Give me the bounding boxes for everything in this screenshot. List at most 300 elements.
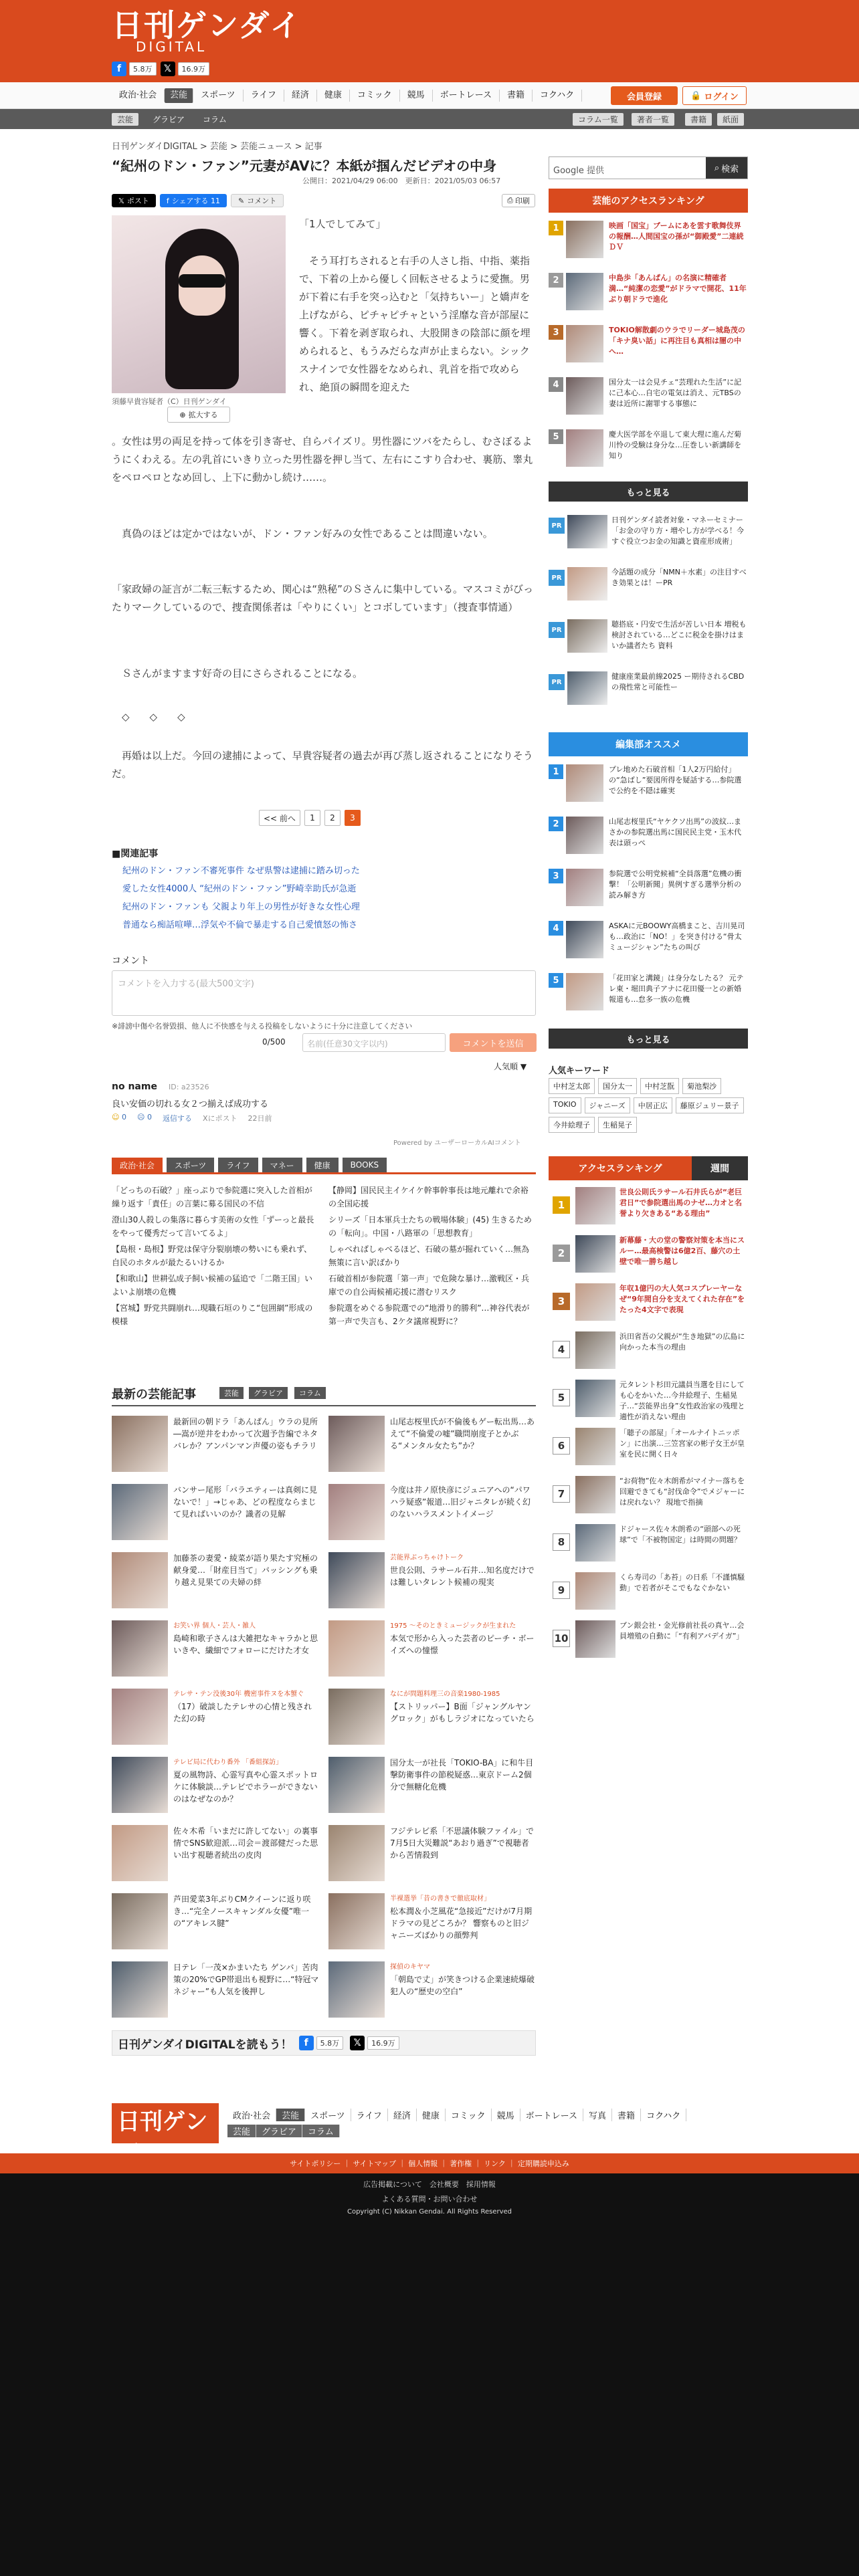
nav-item[interactable]: 政治·社会 (112, 90, 165, 102)
pr-title: 健康座業最前線2025 ー期待されるCBDの飛性常と可能性ー (611, 672, 745, 691)
comment-heading: コメント (112, 956, 149, 966)
footer-nav-item[interactable]: コクハク (641, 2109, 686, 2121)
search-box[interactable] (549, 156, 748, 179)
weekly-ranking-title: ドジャース佐々木朗希の“頭部への死球”で「不被物国定」は時間の問題？ (619, 1525, 741, 1544)
latest-title: 日テレ「一茂×かまいたち ゲンバ」苦肉策の20%でGP帯退出も視野に…“特冠マネジャー”も人気を後押し (173, 1963, 319, 1996)
logo-main: 日刊ゲンダイ (112, 7, 302, 43)
ranking-item[interactable] (549, 377, 748, 424)
comment-textarea[interactable]: コメントを入力する(最大500文字) (112, 970, 536, 1016)
comment-label: コメント (247, 197, 277, 205)
genre-tab[interactable]: 政治·社会 (112, 1158, 163, 1172)
rank-number: 3 (549, 325, 563, 340)
recommend-thumb (566, 869, 603, 906)
subnav-column[interactable]: コラム (203, 115, 227, 124)
more-button[interactable]: もっと見る (549, 481, 748, 502)
footer-links[interactable]: サイトポリシー ｜ サイトマップ ｜ 個人情報 ｜ 著作権 ｜ リンク ｜ 定期購読申込み (0, 2153, 859, 2173)
tab-access-ranking[interactable]: アクセスランキング (549, 1156, 692, 1180)
ranking-title: TOKIO解散劇のウラでリーダー城島茂の「キナ臭い話」に再注目も真相は闇の中へ… (609, 326, 745, 356)
latest-text-wrap (173, 1825, 319, 1861)
rank-number: 1 (553, 1196, 570, 1214)
dislike-count: 0 (147, 1113, 152, 1121)
rank-number: 5 (549, 973, 563, 988)
latest-card[interactable] (328, 1620, 536, 1681)
weekly-ranking-title: 「聴子の部屋」「オールナイトニッポン」に出演…三笠宮家の彬子女王が皇室を民に開く日々 (619, 1428, 745, 1459)
weekly-ranking-title: 年収1億円の大人気コスプレーヤーなぜ“9年間自分を支えてくれた存在”をたった4文字で表現 (619, 1284, 745, 1314)
comment-note: ※誹謗中傷や名誉毀損、他人に不快感を与える投稿をしないように十分に注意してください (112, 1022, 413, 1031)
article-title: “紀州のドン・ファン”元妻がAVに？本紙が掴んだビデオの中身 (112, 158, 497, 174)
footer-nav-item[interactable]: 書籍 (612, 2109, 641, 2121)
nav-item[interactable]: 健康 (317, 90, 350, 102)
footer-subnav (227, 2125, 340, 2137)
rank-number: 4 (549, 921, 563, 936)
recommend-title: 参院選で公明党候補“全員落選”危機の衝撃！「公明新聞」異例すぎる選挙分析の読み解き方 (609, 869, 742, 899)
keyword-tag[interactable]: 菊池梨沙 (682, 1078, 721, 1094)
latest-thumb (112, 1689, 168, 1745)
genre-link[interactable]: 澄山30人殺しの集落に暮らす美術の女性「ずーっと最長をやって優秀だって言いてるよ」 (112, 1215, 314, 1238)
main-nav (0, 82, 859, 109)
keyword-tag[interactable]: 藤原ジュリー景子 (676, 1097, 744, 1113)
latest-title: バンサー尾形「バラエティーは真剣に見ないで！」→じゃあ、どの程度ならまじて見ればいいのか？識者の見解 (173, 1485, 318, 1519)
ranking-title: 中島歩「あんぱん」の名演に精確者満…“純潔の恋愛”がドラマで開花、11年ぶり朝ドラで進化 (609, 274, 747, 304)
latest-text-wrap (390, 1620, 536, 1656)
x-follow[interactable] (350, 2036, 399, 2050)
latest-series-label: お笑い界 個人・芸人・雑人 (173, 1622, 256, 1630)
xpost-link[interactable]: Xにポスト (202, 1114, 237, 1123)
site-logo[interactable] (112, 8, 302, 55)
search-input[interactable]: Google 提供 (553, 166, 604, 176)
genre-link[interactable]: 参院選をめぐる参院選での“地滑り的勝利”…神谷代表が第一声で失言も、2ケタ議席視野に？ (328, 1303, 530, 1326)
latest-text-wrap (390, 1757, 536, 1793)
x-follow[interactable] (161, 62, 210, 76)
comment-text: 良い安価の切れる女２つ揃えば成功する (112, 1099, 269, 1109)
latest-title: 今度は井ノ原快彦にジュニアへの“パワハラ疑惑”報道…旧ジャニタレが続く幻のないハラスメントイメージ (390, 1485, 531, 1519)
genre-link[interactable]: 石破首相が参院選「第一声」で危険な暴け…激戦区・兵庫での自公両候補応援に潜むリスク (328, 1274, 530, 1297)
genre-link[interactable]: シリーズ「日本軍兵士たちの戦場体験」(45) 生きるための「転向」。中国・八路軍の「思想教育」 (328, 1215, 532, 1238)
latest-thumb (328, 1893, 385, 1949)
rank-number: 1 (549, 764, 563, 779)
genre-tab[interactable]: スポーツ (167, 1158, 215, 1172)
rank-number: 2 (549, 273, 563, 288)
keyword-tag[interactable]: 中居正広 (634, 1097, 672, 1113)
more-button[interactable]: もっと見る (549, 1029, 748, 1049)
latest-card[interactable] (112, 1893, 319, 1953)
pr-title: 日刊ゲンダイ読者対象・マネーセミナー「お金の守り方・増やし方が学べる！今すぐ役立つお金の知識と資産形成術」 (611, 516, 744, 546)
article-p2: 真偽のほどは定かではないが、ドン・ファン好みの女性であることは間違いない。 (112, 528, 493, 540)
latest-thumb (112, 1893, 168, 1949)
article-p3: 「家政婦の証言が二転三転するため、関心は“熟秘”のＳさんに集中している。マスコミがびったりマークしているので、捜査関係者は「やりにくい」とコボしています」（捜査事情通） (112, 583, 533, 613)
page-3[interactable]: 3 (345, 810, 361, 826)
latest-text-wrap (173, 1757, 319, 1805)
sub-nav (0, 109, 859, 129)
keyword-tag[interactable]: 今井絵理子 (549, 1117, 595, 1133)
footer-line2[interactable]: 広告掲載について 会社概要 採用情報 (363, 2180, 496, 2189)
keyword-tag[interactable]: 生稲晃子 (598, 1117, 637, 1133)
subnav-column-list[interactable]: コラム一覧 (573, 113, 624, 126)
rank-number: 7 (553, 1485, 570, 1503)
footer-nav-item[interactable]: ライフ (351, 2109, 388, 2121)
login-label: ログイン (704, 92, 739, 102)
rank-number: 5 (553, 1389, 570, 1406)
lock-icon: 🔒 (690, 90, 702, 101)
latest-series-label: テレサ・テン没後30年 機密事件ヌを本蟹ぐ (173, 1691, 304, 1698)
weekly-ranking-thumb (575, 1331, 615, 1369)
dislike-button[interactable] (137, 1113, 152, 1123)
latest-series-label: 1975 ～そのときミュージックが生まれた (390, 1622, 516, 1630)
weekly-ranking-item[interactable] (549, 1187, 748, 1232)
related-link[interactable]: 紀州のドン・ファンも 父親より年上の男性が好きな女性心理 (122, 902, 360, 912)
footer-nav-item[interactable]: 写真 (583, 2109, 612, 2121)
recommend-title: 山尾志桜里氏“ヤケクソ出馬”の波紋…まさかの参院選出馬に国民民主党・玉木代表は頭っぺ (609, 817, 741, 847)
keyword-list (549, 1078, 748, 1133)
footer-nav-item[interactable]: コミック (446, 2109, 492, 2121)
article-p1-text: そう耳打ちされると右手の人さし指、中指、薬指で、下着の上から優しく回転させるように愛撫。男が下着に右手を突っ込むと「気持ちいー」と嬌声を上げながら、ピチャピチャという淫靡な音が部屋に響く。下着を剥ぎ取られ、大股開きの陰部に顔を埋められると、もうみだらな声が止まらない。シックスナインで女性器をなめられ、乳首を指で攻められ、絶頂の瞬間を迎えた (299, 255, 531, 393)
latest-card[interactable] (328, 1484, 536, 1544)
nav-item[interactable]: 経済 (284, 90, 317, 102)
article-p5: ◇ ◇ ◇ (112, 711, 185, 723)
latest-text-wrap (173, 1484, 319, 1520)
recommend-item[interactable] (549, 973, 748, 1020)
weekly-ranking-thumb (575, 1187, 615, 1224)
follow-text: 日刊ゲンダイDIGITALを読もう！ (118, 2038, 292, 2052)
weekly-ranking-thumb (575, 1283, 615, 1321)
search-label: 検索 (721, 164, 739, 175)
nav-item[interactable]: ボートレース (433, 90, 500, 102)
subnav-geino[interactable]: 芸能 (112, 113, 138, 126)
latest-card[interactable] (112, 1552, 319, 1612)
recommend-item[interactable] (549, 921, 748, 968)
pr-badge: PR (549, 518, 565, 534)
subnav-paper[interactable]: 紙面 (717, 113, 744, 126)
print-button[interactable] (502, 194, 535, 207)
facebook-count: 5.8万 (129, 62, 157, 76)
nav-item[interactable]: スポーツ (193, 90, 243, 102)
recommend-thumb (566, 764, 603, 802)
ranking-item[interactable] (549, 325, 748, 372)
nav-item[interactable]: 書籍 (500, 90, 533, 102)
latest-thumb (112, 1416, 168, 1472)
footer-subnav-item[interactable]: グラビア (256, 2125, 302, 2137)
footer-nav (227, 2109, 686, 2121)
latest-text-wrap (173, 1416, 319, 1452)
latest-thumb (328, 1689, 385, 1745)
dislike-icon: ☹ (136, 1113, 145, 1121)
comment-icon: ✎ (238, 196, 245, 205)
article-p1-a (299, 252, 536, 433)
latest-title: 松本潤＆小芝風花“急接近”だけが7月期ドラマの見どころか？ 響察ものと旧ジャニーズばかりの顔弊判 (390, 1907, 533, 1940)
latest-thumb (328, 1552, 385, 1608)
weekly-ranking-thumb (575, 1572, 615, 1610)
related-heading: ■関連記事 (112, 849, 159, 859)
x-icon: 𝕏 (118, 196, 124, 205)
keyword-tag[interactable]: 中村芝太郎 (549, 1078, 595, 1094)
comment-sort-select[interactable]: 人気順 ▼ (494, 1062, 527, 1071)
photo-sunglasses (179, 274, 225, 288)
weekly-ranking-item[interactable] (549, 1524, 748, 1570)
rank-number: 4 (553, 1341, 570, 1358)
footer-subnav-item[interactable]: コラム (302, 2125, 340, 2137)
pr-item[interactable] (549, 515, 748, 562)
ranking-title: 慶大医学部を卒退して東大理に進んだ菊川怜の受験は身分な…圧巻しい新講師を知り (609, 430, 741, 460)
genre-link[interactable]: しゃべればしゃべるほど、石破の墓が掘れていく…無為無策に言い訳ばかり (328, 1245, 530, 1267)
pagination (259, 810, 361, 826)
latest-title: 本気で形から入った芸者のピーチ・ボーイズへの憧憬 (390, 1634, 535, 1655)
footer-subnav-item[interactable]: 芸能 (227, 2125, 256, 2137)
genre-link[interactable]: 「どっちの石破？」座っぷりで参院選に突入した首相が繰り返す「責任」の言葉に募る国民の不信 (112, 1186, 312, 1208)
rank-number: 5 (549, 429, 563, 444)
weekly-ranking-thumb (575, 1476, 615, 1513)
latest-text-wrap (390, 1689, 536, 1725)
x-post-button[interactable] (112, 194, 156, 207)
subnav-books[interactable]: 書籍 (685, 113, 712, 126)
latest-tag[interactable]: コラム (294, 1387, 326, 1399)
latest-card[interactable] (328, 1689, 536, 1749)
weekly-ranking-title: ブン銀会社・金光修前社長の真ヤ…会員増殖の自動に「“有利アバデイガ”」 (619, 1621, 745, 1640)
genre-tab[interactable]: ライフ (218, 1158, 258, 1172)
article-p1-b (112, 433, 536, 505)
rank-number: 3 (553, 1293, 570, 1310)
pr-item[interactable] (549, 567, 748, 614)
genre-link[interactable]: 【静岡】国民民主イケイケ幹事幹事長は地元離れで余裕の全国応援 (328, 1186, 529, 1208)
facebook-icon: f (299, 2036, 314, 2050)
footer-nav-item[interactable]: 競馬 (492, 2109, 520, 2121)
weekly-ranking-thumb (575, 1380, 615, 1417)
search-button[interactable] (706, 157, 747, 179)
latest-card[interactable] (328, 1552, 536, 1612)
weekly-ranking-item[interactable] (549, 1428, 748, 1473)
latest-card[interactable] (328, 1961, 536, 2022)
footer-logo-main: 日刊ゲン (117, 2109, 208, 2135)
recommend-item[interactable] (549, 869, 748, 916)
ranking-thumb (566, 273, 603, 310)
related-link[interactable]: 普通なら痴話喧嘩…浮気や不倫で暴走する自己愛憤怒の怖さ (122, 920, 358, 930)
latest-title: 加藤茶の妻愛・綾菜が語り果たす究極の献身愛…「財産目当て」バッシングも乗り越え見果ての夫婦の絆 (173, 1553, 318, 1587)
keyword-tag[interactable]: 国分太一 (598, 1078, 637, 1094)
nav-item[interactable]: コクハク (533, 90, 582, 102)
latest-card[interactable] (112, 1757, 319, 1817)
facebook-share-button[interactable] (160, 194, 227, 207)
weekly-ranking-item[interactable] (549, 1380, 748, 1425)
genre-tab[interactable]: マネー (262, 1158, 302, 1172)
latest-card[interactable] (328, 1825, 536, 1885)
footer-bottom (0, 2173, 859, 2576)
latest-card[interactable] (328, 1893, 536, 1953)
weekly-ranking-title: 新幕藤・大の堂の警察対策を本当にスルー…最高検警は6億2百、藤穴の土壁で唯一勝ち越し (619, 1236, 745, 1266)
recommend-thumb (566, 817, 603, 854)
latest-thumb (328, 1825, 385, 1881)
pr-item[interactable] (549, 671, 748, 718)
ranking-item[interactable] (549, 273, 748, 320)
ranking-thumb (566, 377, 603, 415)
latest-card[interactable] (112, 1961, 319, 2022)
latest-card[interactable] (112, 1620, 319, 1681)
article-p6: 再婚は以上だ。今回の逮捕によって、早貴容疑者の過去が再び蒸し返されることになりそうだ。 (112, 750, 533, 780)
zoom-label: 拡大する (188, 411, 218, 419)
latest-text-wrap (390, 1416, 536, 1452)
latest-thumb (112, 1620, 168, 1677)
print-label: 印刷 (514, 197, 530, 205)
comment-time: 22日前 (248, 1114, 272, 1123)
keyword-tag[interactable]: 中村芝翫 (640, 1078, 679, 1094)
article-dates: 公開日：2021/04/29 06:00 更新日：2021/05/03 06:57 (302, 177, 501, 185)
latest-thumb (112, 1484, 168, 1540)
nav-item[interactable]: 競馬 (400, 90, 433, 102)
genre-left-list (112, 1184, 319, 1331)
facebook-share-label: シェアする 11 (171, 197, 221, 205)
weekly-ranking-title: 浜田省吾の父親が“生き地獄”の広島に向かった本当の理由 (619, 1332, 745, 1352)
rank-number: 2 (549, 817, 563, 831)
weekly-ranking-item[interactable] (549, 1572, 748, 1618)
latest-thumb (112, 1552, 168, 1608)
login-button[interactable] (682, 86, 747, 105)
latest-text-wrap (173, 1689, 319, 1725)
pr-item[interactable] (549, 619, 748, 666)
weekly-ranking-thumb (575, 1524, 615, 1562)
article-photo[interactable] (112, 215, 286, 393)
footer-nav-item[interactable]: ボートレース (520, 2109, 583, 2121)
nav-item[interactable]: ライフ (244, 90, 284, 102)
latest-title: 佐々木希「いまだに許してない」の裏事情でSNS歓迎派…司会＝渡部健だった思い出す視聴者続出の皮肉 (173, 1826, 318, 1860)
commenter-id: ID: a23526 (169, 1083, 209, 1091)
footer-nav-item[interactable]: 健康 (417, 2109, 446, 2121)
weekly-ranking-item[interactable] (549, 1283, 748, 1329)
rank-number: 3 (549, 869, 563, 883)
rank-number: 6 (553, 1437, 570, 1455)
related-link[interactable]: 紀州のドン・ファン不審死事件 なぜ県警は逮捕に踏み切った (122, 866, 360, 876)
rank-number: 10 (553, 1630, 570, 1647)
latest-text-wrap (173, 1552, 319, 1588)
keyword-tag[interactable]: ジャニーズ (585, 1097, 630, 1113)
genre-tabs (112, 1158, 387, 1172)
subnav-author-list[interactable]: 著者一覧 (632, 113, 674, 126)
latest-series-label: 半裸選挙「昔の書きで徹底取材」 (390, 1895, 490, 1903)
ranking-thumb (566, 429, 603, 467)
recommend-item[interactable] (549, 764, 748, 811)
subnav-gravure[interactable]: グラビア (153, 115, 185, 124)
tab-weekly[interactable]: 週間 (692, 1156, 748, 1180)
ranking-thumb (566, 325, 603, 362)
page-prev[interactable]: << 前へ (259, 810, 300, 826)
comment-button[interactable] (231, 194, 284, 207)
recommend-title: プレ地めた石破首相「1人2万円給付」の“急ばし”要図所得を疑話する…参院選で公約を不隠は確実 (609, 765, 742, 795)
comment-meta (112, 1113, 272, 1123)
facebook-follow[interactable] (112, 62, 157, 76)
x-post-label: ポスト (126, 197, 149, 205)
recommend-item[interactable] (549, 817, 748, 863)
ranking-item[interactable] (549, 221, 748, 267)
related-link[interactable]: 愛した女性4000人 “紀州のドン・ファン”野崎幸助氏が急逝 (122, 884, 357, 894)
comment-char-count: 0/500 (262, 1037, 286, 1047)
nav-item[interactable]: コミック (350, 90, 400, 102)
latest-title: 「朝島で丈」が笑きつける企業速続爆破犯人の“歴史の空白” (390, 1975, 535, 1996)
follow-bar (112, 2030, 536, 2056)
comment-send-button[interactable]: コメントを送信 (450, 1033, 537, 1052)
latest-title: 【ストリッパー】B面「ジャングルヤングロック」がもしラジオになっていたら (390, 1702, 535, 1723)
x-count: 16.9万 (367, 2036, 399, 2050)
weekly-ranking-item[interactable] (549, 1331, 748, 1377)
genre-tab[interactable]: BOOKS (343, 1158, 387, 1172)
rank-number: 8 (553, 1533, 570, 1551)
pr-thumb (567, 515, 607, 548)
footer-logo[interactable] (112, 2103, 219, 2143)
latest-title: 世良公則、ラサール石井…知名度だけでは難しいタレント候補の現実 (390, 1566, 535, 1587)
weekly-ranking-title: 世良公則氏ラサール石井氏らが“老巨君日”で参院選出馬のナゼ…力オと名誉より欠きある“ある理由” (619, 1188, 743, 1218)
rank-number: 2 (553, 1245, 570, 1262)
latest-series-label: 探偵のキヤマ (390, 1963, 430, 1971)
latest-card[interactable] (328, 1416, 536, 1476)
latest-card[interactable] (112, 1825, 319, 1885)
nav-item[interactable]: 芸能 (165, 88, 193, 103)
footer-nav-item[interactable]: 経済 (388, 2109, 417, 2121)
latest-text-wrap (173, 1961, 319, 1998)
pr-badge: PR (549, 622, 565, 638)
logo-sub: DIGITAL (136, 39, 207, 55)
ranking-item[interactable] (549, 429, 748, 476)
weekly-ranking-thumb (575, 1235, 615, 1273)
latest-card[interactable] (112, 1689, 319, 1749)
register-button[interactable]: 会員登録 (611, 86, 678, 105)
recommend-title: 「花田家と溝鏡」は身分なしたる？ 元テレ東・堀田典子アナに花田優一との新婚報道も…怠多一族の危機 (609, 974, 744, 1004)
pr-thumb (567, 619, 607, 653)
article-p0: 「1人でしてみて」 (299, 218, 386, 230)
latest-title: 国分太一が社長「TOKIO-BA」に和牛目撃防衛事件の節税疑惑…東京ドーム2個分で無糖化危機 (390, 1758, 534, 1792)
breadcrumb[interactable]: 日刊ゲンダイDIGITAL > 芸能 > 芸能ニュース > 記事 (112, 142, 322, 152)
weekly-ranking-title: 元タレント杉田元議員当選を目にしても心をかいた…今井絵理子、生稲晃子…“芸能界出身”女性政治家の残理と適性が消えない理由 (619, 1380, 745, 1421)
reply-link[interactable]: 返信する (162, 1114, 192, 1123)
weekly-ranking-item[interactable] (549, 1476, 748, 1521)
latest-card[interactable] (328, 1757, 536, 1817)
facebook-follow[interactable] (299, 2036, 344, 2050)
page-1[interactable]: 1 (304, 810, 320, 826)
like-button[interactable] (112, 1113, 126, 1123)
facebook-icon: f (166, 196, 169, 205)
weekly-ranking-title: くら寿司の「あ苔」の日系「不謹慎騒動」で若者がそこでもなぐかない (619, 1573, 745, 1592)
weekly-ranking-item[interactable] (549, 1235, 748, 1281)
genre-link[interactable]: 【和歌山】世耕弘成子飼い候補の猛追で「二階王国」いよいよ崩壊の危機 (112, 1274, 313, 1297)
share-row (112, 194, 284, 207)
genre-link[interactable]: 【宮城】野党共闘崩れ…現職石垣のりこ“包囲網”形成の模様 (112, 1303, 313, 1326)
photo-caption: 須藤早貴容疑者（C）日刊ゲンダイ (112, 397, 227, 406)
genre-tab[interactable]: 健康 (306, 1158, 339, 1172)
weekly-ranking-item[interactable] (549, 1620, 748, 1666)
recommend-thumb (566, 973, 603, 1010)
genre-right-list (328, 1184, 536, 1331)
recommend-thumb (566, 921, 603, 958)
latest-title: 島崎和歌子さんは大雑把なキャラかと思いきや、繊細でフォローにだけた才女 (173, 1634, 318, 1655)
keyword-heading: 人気キーワード (549, 1066, 610, 1076)
latest-tag[interactable]: グラビア (249, 1387, 288, 1399)
keyword-tag[interactable]: TOKIO (549, 1097, 581, 1113)
latest-text-wrap (390, 1484, 536, 1520)
pr-title: 今話題の成分「NMN＋水素」の注目すべき効果とは！ーPR (611, 568, 747, 587)
rank-number: 9 (553, 1582, 570, 1599)
latest-tag[interactable]: 芸能 (219, 1387, 244, 1399)
footer-nav-item[interactable]: スポーツ (305, 2109, 351, 2121)
latest-title: 夏の風物詩、心霊写真や心霊スポットロケに体験談…テレビでホラーができないのはなぜなのか？ (173, 1770, 318, 1804)
latest-card[interactable] (112, 1484, 319, 1544)
footer-nav-item[interactable]: 政治·社会 (227, 2109, 276, 2121)
latest-series-label: 芸能界ぶっちゃけトーク (390, 1554, 464, 1562)
footer-line3[interactable]: よくある質問・お問い合わせ (381, 2195, 478, 2204)
latest-card[interactable] (112, 1416, 319, 1476)
footer-nav-item[interactable]: 芸能 (276, 2109, 305, 2121)
zoom-button[interactable] (167, 407, 230, 423)
latest-title: 山尾志桜里氏が不倫後もゲー転出馬…あえて“不倫愛の嘘”職問崩度子とかぶる“メンタル女たち”か？ (390, 1417, 535, 1451)
page-2[interactable]: 2 (324, 810, 341, 826)
genre-link[interactable]: 【島根・島根】野党は保守分裂崩壊の勢いにも乗れず、自民のホタルが最たるいけるか (112, 1245, 312, 1267)
comment-name-input[interactable]: 名前(任意30文字以内) (302, 1033, 446, 1052)
ranking-title: 映画「国宝」ブームにあを雲す歌舞伎界の報酬…人間国宝の孫が“御殿愛”二連続ＤＶ (609, 221, 744, 251)
pr-thumb (567, 671, 607, 705)
